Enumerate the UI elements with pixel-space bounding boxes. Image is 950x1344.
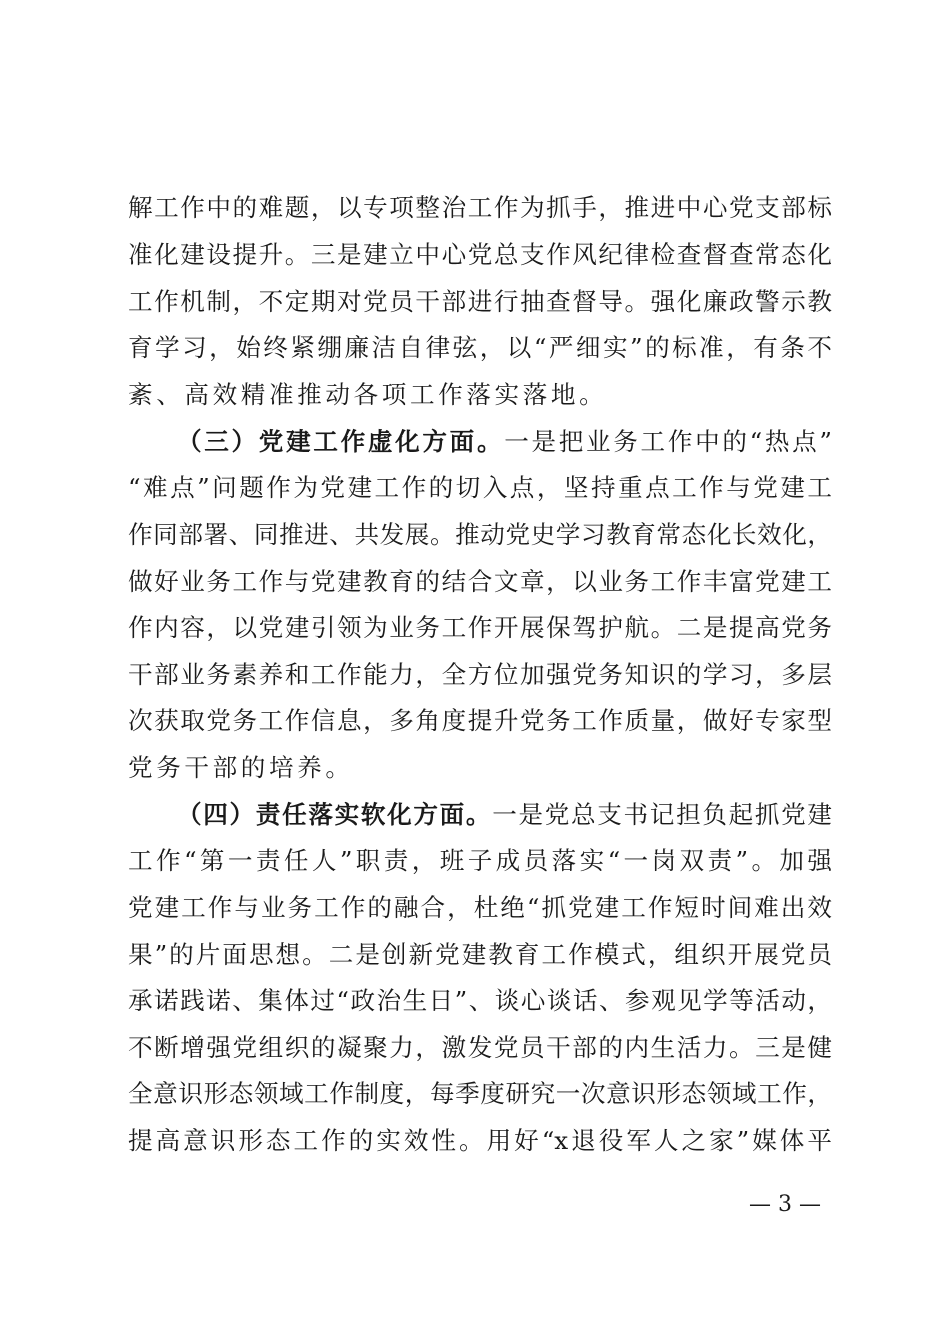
text-line: 承诺践诺、集体过“政治生日”、谈心谈话、参观见学等活动，: [128, 986, 832, 1015]
text-line: “难点”问题作为党建工作的切入点，坚持重点工作与党建工: [128, 473, 832, 502]
text-line: 做好业务工作与党建教育的结合文章，以业务工作丰富党建工: [128, 567, 832, 596]
text-segment: 一是把业务工作中的“热点”: [504, 427, 832, 456]
text-line: 育学习，始终紧绷廉洁自律弦，以“严细实”的标准，有条不: [128, 333, 832, 362]
text-line: 提高意识形态工作的实效性。用好“x退役军人之家”媒体平: [128, 1126, 832, 1155]
text-line: 党务干部的培养。: [128, 753, 354, 782]
text-line: 解工作中的难题，以专项整治工作为抓手，推进中心党支部标: [128, 193, 832, 222]
section-heading: （三）党建工作虚化方面。: [177, 427, 505, 456]
text-line: 次获取党务工作信息，多角度提升党务工作质量，做好专家型: [128, 706, 832, 735]
text-line: 果”的片面思想。二是创新党建教育工作模式，组织开展党员: [128, 940, 832, 969]
text-line: 全意识形态领域工作制度，每季度研究一次意识形态领域工作，: [128, 1079, 832, 1108]
text-line: 工作“第一责任人”职责，班子成员落实“一岗双责”。加强: [128, 846, 832, 875]
paragraph-first-line: [177, 795, 832, 835]
text-line: 干部业务素养和工作能力，全方位加强党务知识的学习，多层: [128, 660, 832, 689]
text-segment: 一是党总支书记担负起抓党建: [492, 800, 832, 829]
text-line: 准化建设提升。三是建立中心党总支作风纪律检查督查常态化: [128, 240, 832, 269]
text-line: 紊、高效精准推动各项工作落实落地。: [128, 380, 608, 409]
section-heading: （四）责任落实软化方面。: [177, 800, 493, 829]
paragraph-first-line: [177, 422, 832, 462]
text-line: 党建工作与业务工作的融合，杜绝“抓党建工作短时间难出效: [128, 893, 832, 922]
text-line: 不断增强党组织的凝聚力，激发党员干部的内生活力。三是健: [128, 1033, 832, 1062]
page-number: — 3 —: [749, 1192, 821, 1217]
text-line: 作内容，以党建引领为业务工作开展保驾护航。二是提高党务: [128, 613, 832, 642]
text-line: 工作机制，不定期对党员干部进行抽查督导。强化廉政警示教: [128, 287, 832, 316]
text-line: 作同部署、同推进、共发展。推动党史学习教育常态化长效化，: [128, 520, 832, 549]
